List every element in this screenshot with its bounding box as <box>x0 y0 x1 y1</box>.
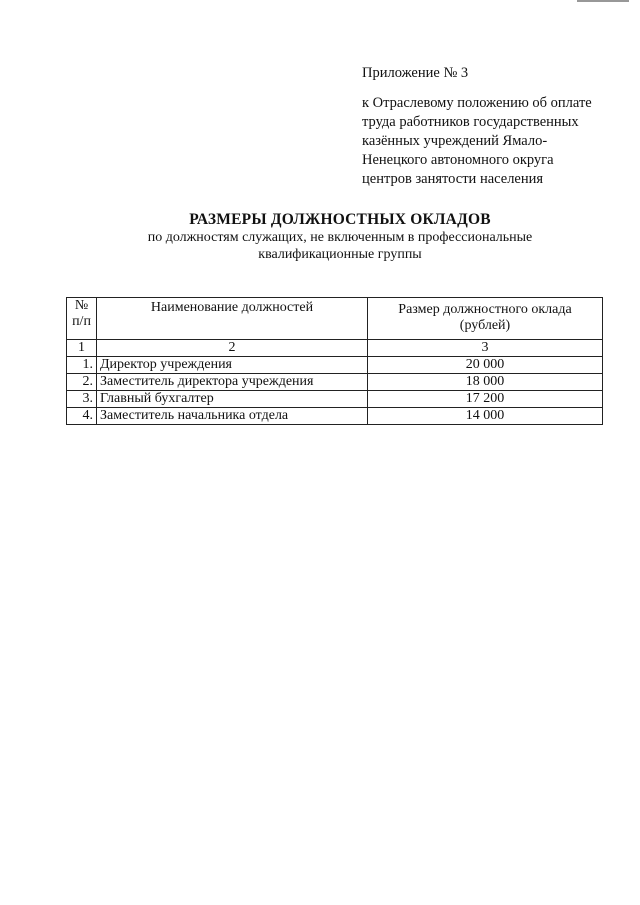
row-number: 2. <box>67 374 97 391</box>
table-header-row <box>67 298 603 340</box>
position-name: Заместитель начальника отдела <box>97 408 368 425</box>
position-name: Заместитель директора учреждения <box>97 374 368 391</box>
header-num-line2: п/п <box>72 314 91 329</box>
appendix-line: труда работников государственных <box>362 114 579 130</box>
index-cell: 2 <box>97 340 368 357</box>
table-row <box>67 357 603 374</box>
appendix-heading: Приложение № 3 <box>362 65 469 81</box>
index-cell: 3 <box>368 340 603 357</box>
salary-value: 20 000 <box>368 357 603 374</box>
appendix-line: казённых учреждений Ямало- <box>362 133 548 149</box>
header-cell-salary <box>368 298 603 340</box>
table-row <box>67 391 603 408</box>
appendix-line: к Отраслевому положению об оплате <box>362 95 592 111</box>
salary-table <box>66 297 603 425</box>
position-name: Главный бухгалтер <box>97 391 368 408</box>
table-row <box>67 408 603 425</box>
document-subtitle-line: по должностям служащих, не включенным в профессиональные <box>147 230 533 245</box>
header-cell-name: Наименование должностей <box>97 298 368 340</box>
document-title: РАЗМЕРЫ ДОЛЖНОСТНЫХ ОКЛАДОВ <box>189 211 491 228</box>
header-salary-line1: Размер должностного оклада <box>398 302 572 317</box>
header-salary-line2: (рублей) <box>459 318 511 333</box>
header-cell-num <box>67 298 97 340</box>
appendix-block <box>362 64 622 189</box>
position-name: Директор учреждения <box>97 357 368 374</box>
row-number: 1. <box>67 357 97 374</box>
header-num-line1: № <box>74 298 89 313</box>
table-row <box>67 374 603 391</box>
row-number: 4. <box>67 408 97 425</box>
salary-value: 18 000 <box>368 374 603 391</box>
row-number: 3. <box>67 391 97 408</box>
salary-value: 17 200 <box>368 391 603 408</box>
appendix-line: Ненецкого автономного округа <box>362 152 554 168</box>
document-subtitle-line: квалификационные группы <box>258 247 422 262</box>
document-title-block <box>30 211 640 263</box>
appendix-line: центров занятости населения <box>362 171 544 187</box>
salary-value: 14 000 <box>368 408 603 425</box>
scan-edge-mark <box>577 0 629 2</box>
table-index-row <box>67 340 603 357</box>
index-cell: 1 <box>67 340 97 357</box>
